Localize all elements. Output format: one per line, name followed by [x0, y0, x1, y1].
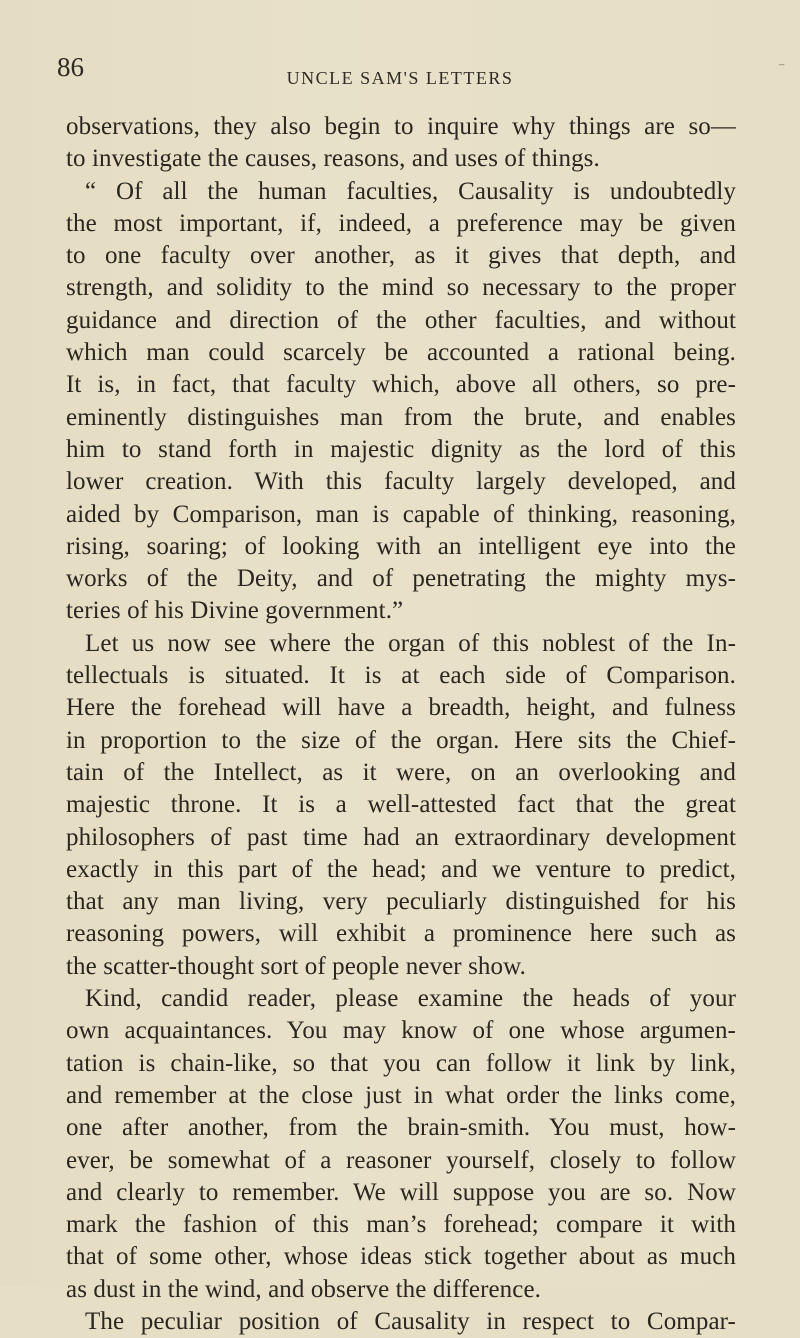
text-line: reasoning powers, will exhibit a prominence here such as — [66, 920, 736, 948]
text-line: ever, be somewhat of a reasoner yourself, closely to follow — [66, 1146, 736, 1174]
body-text — [66, 111, 736, 1338]
text-line: lower creation. With this faculty largely developed, and — [66, 468, 736, 496]
text-line: exactly in this part of the head; and we venture to predict, — [66, 855, 736, 883]
text-line: The peculiar position of Causality in respect to Compar- — [85, 1307, 736, 1335]
text-line: which man could scarcely be accounted a rational being. — [66, 339, 736, 367]
margin-mark: ⁻ — [778, 61, 786, 76]
text-line: philosophers of past time had an extraordinary development — [66, 823, 736, 851]
text-line: rising, soaring; of looking with an intelligent eye into the — [66, 532, 736, 560]
page-number: 86 — [57, 52, 84, 82]
text-line: as dust in the wind, and observe the difference. — [66, 1275, 542, 1303]
text-line: Let us now see where the organ of this noblest of the In- — [85, 629, 736, 657]
text-line: guidance and direction of the other faculties, and without — [66, 306, 736, 334]
text-line: tain of the Intellect, as it were, on an overlooking and — [66, 758, 736, 786]
text-line: that any man living, very peculiarly distinguished for his — [66, 888, 736, 916]
text-line: tation is chain-like, so that you can follow it link by link, — [66, 1049, 736, 1077]
text-line: own acquaintances. You may know of one whose argumen- — [66, 1017, 736, 1045]
text-line: strength, and solidity to the mind so necessary to the proper — [66, 274, 736, 302]
text-line: works of the Deity, and of penetrating the mighty mys- — [66, 565, 736, 593]
running-head: UNCLE SAM'S LETTERS — [286, 68, 514, 88]
text-line: majestic throne. It is a well-attested fact that the great — [66, 791, 736, 819]
text-line: the scatter-thought sort of people never show. — [66, 952, 526, 980]
text-line: in proportion to the size of the organ. Here sits the Chief- — [66, 726, 736, 754]
text-line: him to stand forth in majestic dignity as the lord of this — [66, 435, 736, 463]
text-line: eminently distinguishes man from the brute, and enables — [66, 403, 736, 431]
text-line: Here the forehead will have a breadth, height, and fulness — [66, 694, 736, 722]
text-line: observations, they also begin to inquire why things are so— — [66, 113, 736, 140]
text-line: aided by Comparison, man is capable of thinking, reasoning, — [66, 500, 736, 528]
text-line: “ Of all the human faculties, Causality is undoubtedly — [85, 177, 736, 205]
text-line: Kind, candid reader, please examine the heads of your — [85, 985, 736, 1013]
text-line: one after another, from the brain-smith. You must, how- — [66, 1114, 736, 1142]
text-line: and clearly to remember. We will suppose you are so. Now — [66, 1178, 736, 1206]
text-line: tellectuals is situated. It is at each side of Comparison. — [66, 662, 736, 690]
text-line: that of some other, whose ideas stick together about as much — [66, 1243, 736, 1271]
text-line: and remember at the close just in what order the links come, — [66, 1081, 736, 1109]
text-line: It is, in fact, that faculty which, above all others, so pre- — [66, 371, 736, 399]
text-line: the most important, if, indeed, a preference may be given — [66, 209, 736, 237]
text-line: teries of his Divine government.” — [66, 597, 404, 625]
text-line: to one faculty over another, as it gives that depth, and — [66, 242, 736, 270]
text-line: mark the fashion of this man’s forehead; compare it with — [66, 1211, 736, 1239]
text-line: to investigate the causes, reasons, and uses of things. — [66, 145, 600, 173]
